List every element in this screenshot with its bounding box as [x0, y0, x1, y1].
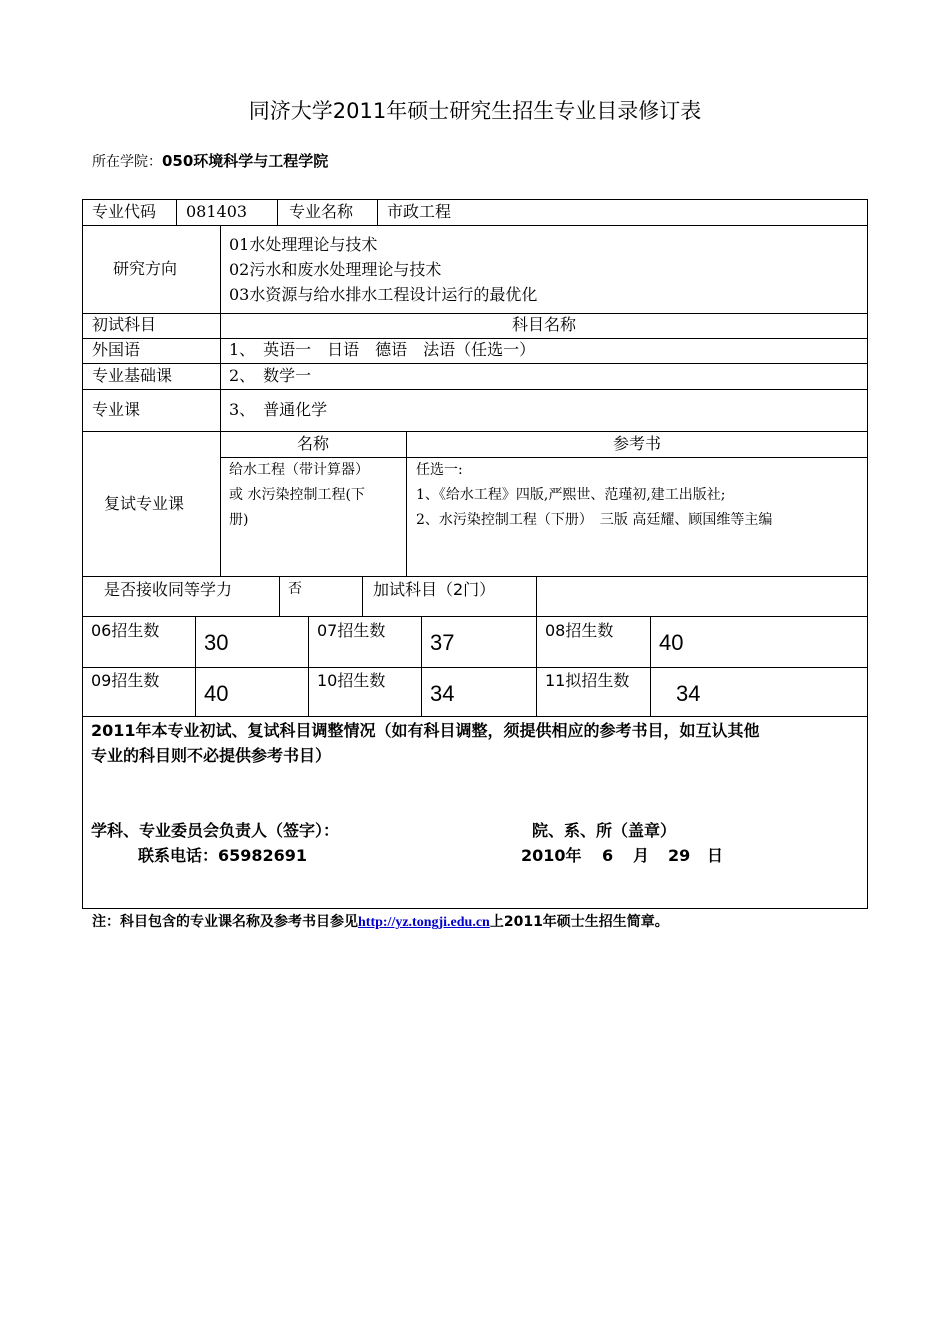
- major-name-label: 专业名称: [289, 202, 354, 221]
- footnote: [92, 912, 669, 933]
- border-h-6: [82, 389, 868, 390]
- adjustment-text: 专业的科目则不必提供参考书目）: [91, 746, 332, 765]
- border-v-d: [220, 225, 221, 577]
- retest-ref-line: 1、《给水工程》四版,严熙世、范瑾初,建工出版社;: [416, 487, 726, 503]
- border-h-5: [82, 363, 868, 364]
- date-month: 6: [602, 846, 614, 865]
- signer-label: 学科、专业委员会负责人（签字）：: [91, 821, 340, 840]
- enrollment-value: 40: [659, 630, 684, 655]
- seal-label: 院、系、所（盖章）: [532, 821, 677, 840]
- initial-exam-row-label: 外国语: [92, 340, 141, 359]
- enrollment-label: 08招生数: [545, 621, 614, 640]
- border-h-10: [82, 616, 868, 617]
- date-day: 29: [668, 846, 691, 865]
- border-h-12: [82, 716, 868, 717]
- admissions-link[interactable]: http://yz.tongji.edu.cn: [358, 915, 490, 930]
- enrollment-value: 34: [676, 681, 701, 706]
- enrollment-label: 07招生数: [317, 621, 386, 640]
- initial-exam-row-label: 专业课: [92, 400, 141, 419]
- adjustment-text: 2011年本专业初试、复试科目调整情况（如有科目调整，须提供相应的参考书目，如互认其他: [91, 721, 760, 740]
- retest-name-line: 或 水污染控制工程(下: [229, 487, 365, 503]
- page-title: 同济大学2011年硕士研究生招生专业目录修订表: [248, 99, 702, 123]
- footnote-suffix: 上2011年硕士生招生简章。: [489, 914, 669, 930]
- border-v-a: [176, 199, 177, 226]
- border-v-i: [195, 616, 196, 717]
- border-h-1: [82, 199, 868, 200]
- border-v-l: [650, 616, 651, 717]
- retest-col-ref: 参考书: [612, 434, 661, 453]
- research-label: 研究方向: [113, 259, 178, 278]
- contact-phone: 联系电话：65982691: [138, 846, 308, 865]
- initial-exam-row-value: 1、 英语一 日语 德语 法语（任选一）: [229, 340, 536, 359]
- enrollment-value: 37: [430, 630, 455, 655]
- border-h-2: [82, 225, 868, 226]
- border-v-h: [536, 576, 537, 717]
- retest-name-line: 册): [229, 512, 249, 528]
- extra-exam-label: 加试科目（2门）: [373, 580, 496, 599]
- major-code-label: 专业代码: [92, 202, 157, 221]
- retest-name-line: 给水工程（带计算器）: [229, 462, 369, 478]
- border-v-j: [308, 616, 309, 717]
- enrollment-label: 06招生数: [91, 621, 160, 640]
- major-code-value: 081403: [186, 202, 248, 221]
- date-day-unit: 日: [707, 846, 724, 865]
- college-line: [92, 150, 328, 173]
- research-direction-1: 01水处理理论与技术: [229, 235, 378, 254]
- college-label: 所在学院：: [92, 154, 162, 170]
- date-month-unit: 月: [633, 846, 650, 865]
- enrollment-label: 11拟招生数: [545, 671, 630, 690]
- enrollment-value: 30: [204, 630, 229, 655]
- initial-exam-row-value: 2、 数学一: [229, 366, 312, 385]
- enrollment-value: 34: [430, 681, 455, 706]
- border-h-9: [82, 576, 868, 577]
- footnote-prefix: 注：科目包含的专业课名称及参考书目参见: [92, 914, 358, 930]
- border-h-7: [82, 431, 868, 432]
- border-h-13: [82, 908, 868, 909]
- retest-col-name: 名称: [296, 434, 329, 453]
- border-v-k: [421, 616, 422, 717]
- college-value: 050环境科学与工程学院: [162, 152, 329, 170]
- retest-ref-line: 任选一:: [416, 462, 463, 478]
- enrollment-label: 09招生数: [91, 671, 160, 690]
- equivalent-label: 是否接收同等学力: [104, 580, 233, 599]
- border-v-c: [377, 199, 378, 226]
- retest-ref-line: 2、水污染控制工程（下册） 三版 高廷耀、顾国维等主编: [416, 512, 773, 528]
- border-v-f: [279, 576, 280, 617]
- initial-exam-row-label: 专业基础课: [92, 366, 173, 385]
- border-v-left: [82, 199, 83, 909]
- date-year: 2010年: [521, 846, 582, 865]
- enrollment-label: 10招生数: [317, 671, 386, 690]
- border-h-11: [82, 667, 868, 668]
- initial-exam-header-value: 科目名称: [511, 315, 576, 334]
- enrollment-value: 40: [204, 681, 229, 706]
- initial-exam-header-label: 初试科目: [92, 315, 157, 334]
- research-direction-2: 02污水和废水处理理论与技术: [229, 260, 442, 279]
- retest-label: 复试专业课: [104, 494, 185, 513]
- border-v-b: [277, 199, 278, 226]
- equivalent-value: 否: [288, 581, 302, 597]
- major-name-value: 市政工程: [387, 202, 452, 221]
- border-v-g: [362, 576, 363, 617]
- research-direction-3: 03水资源与给水排水工程设计运行的最优化: [229, 285, 538, 304]
- border-v-right: [867, 199, 868, 909]
- initial-exam-row-value: 3、 普通化学: [229, 400, 328, 419]
